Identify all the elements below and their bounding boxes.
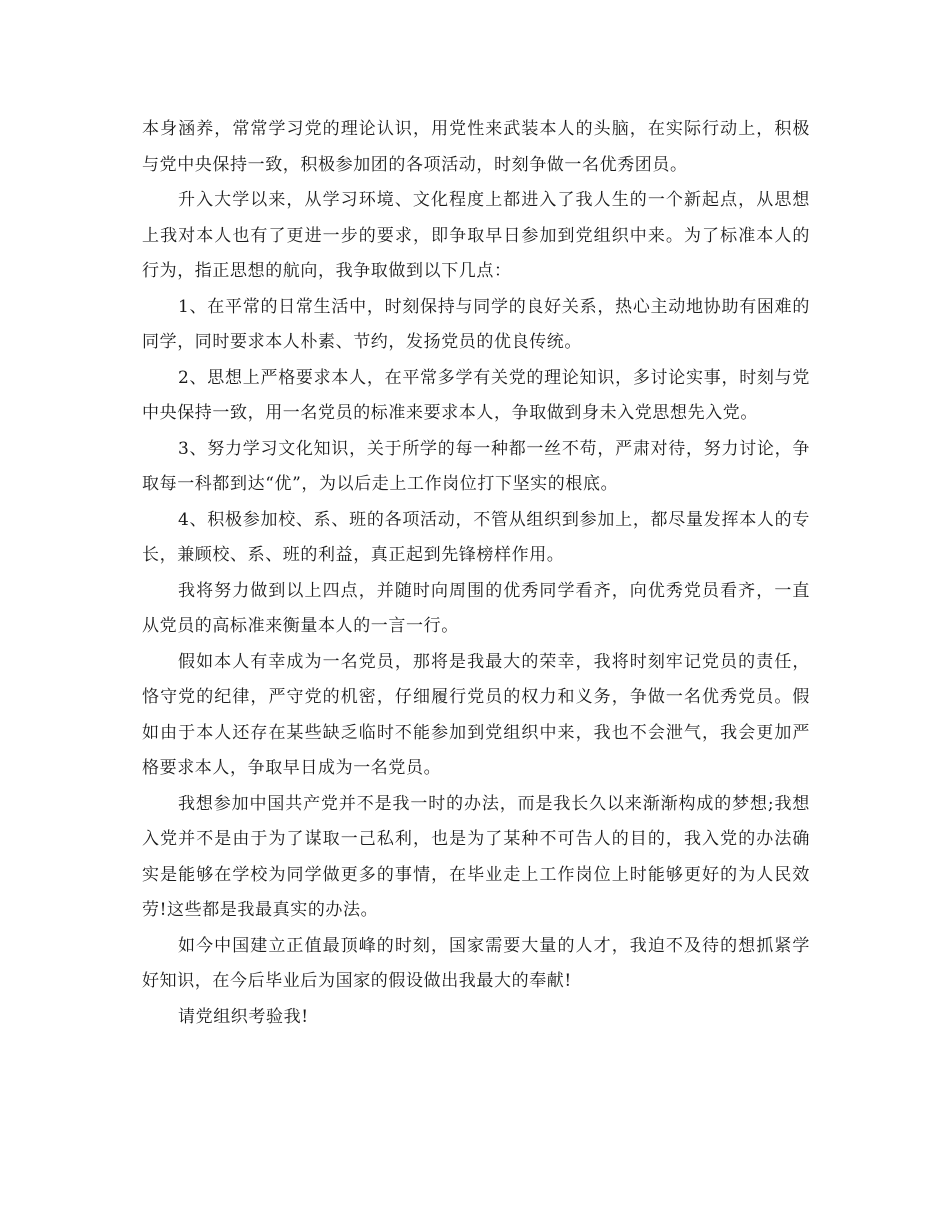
paragraph-motivation: 我想参加中国共产党并不是我一时的办法，而是我长久以来渐渐构成的梦想;我想入党并不是由于为了谋取一己私利，也是为了某种不可告人的目的，我入党的办法确实是能够在学校为同学做更多的事情，在毕业走上工作岗位上时能够更好的为人民效劳!这些都是我最真实的办法。 <box>142 793 810 920</box>
paragraph-point-1: 1、在平常的日常生活中，时刻保持与同学的良好关系，热心主动地协助有困难的同学，同时要求本人朴素、节约，发扬党员的优良传统。 <box>142 296 810 352</box>
paragraph-point-2: 2、思想上严格要求本人，在平常多学有关党的理论知识，多讨论实事，时刻与党中央保持一致，用一名党员的标准来要求本人，争取做到身未入党思想先入党。 <box>142 367 810 423</box>
paragraph-point-4: 4、积极参加校、系、班的各项活动，不管从组织到参加上，都尽量发挥本人的专长，兼顾校、系、班的利益，真正起到先锋榜样作用。 <box>142 509 810 565</box>
paragraph-point-3: 3、努力学习文化知识，关于所学的每一种都一丝不苟，严肃对待，努力讨论，争取每一科都到达“优”，为以后走上工作岗位打下坚实的根底。 <box>142 438 810 494</box>
paragraph-contribution: 如今中国建立正值最顶峰的时刻，国家需要大量的人才，我迫不及待的想抓紧学好知识，在今后毕业后为国家的假设做出我最大的奉献! <box>142 935 810 991</box>
paragraph-if-member: 假如本人有幸成为一名党员，那将是我最大的荣幸，我将时刻牢记党员的责任，恪守党的纪律，严守党的机密，仔细履行党员的权力和义务，争做一名优秀党员。假如由于本人还存在某些缺乏临时不能参加到党组织中来，我也不会泄气，我会更加严格要求本人，争取早日成为一名党员。 <box>142 651 810 778</box>
paragraph-closing: 请党组织考验我! <box>178 1006 309 1027</box>
paragraph-continuation: 本身涵养，常常学习党的理论认识，用党性来武装本人的头脑，在实际行动上，积极与党中央保持一致，积极参加团的各项活动，时刻争做一名优秀团员。 <box>142 119 810 175</box>
paragraph-university-goals: 升入大学以来，从学习环境、文化程度上都进入了我人生的一个新起点，从思想上我对本人也有了更进一步的要求，即争取早日参加到党组织中来。为了标准本人的行为，指正思想的航向，我争取做到以下几点： <box>142 190 810 281</box>
paragraph-commitment: 我将努力做到以上四点，并随时向周围的优秀同学看齐，向优秀党员看齐，一直从党员的高标准来衡量本人的一言一行。 <box>142 580 810 636</box>
